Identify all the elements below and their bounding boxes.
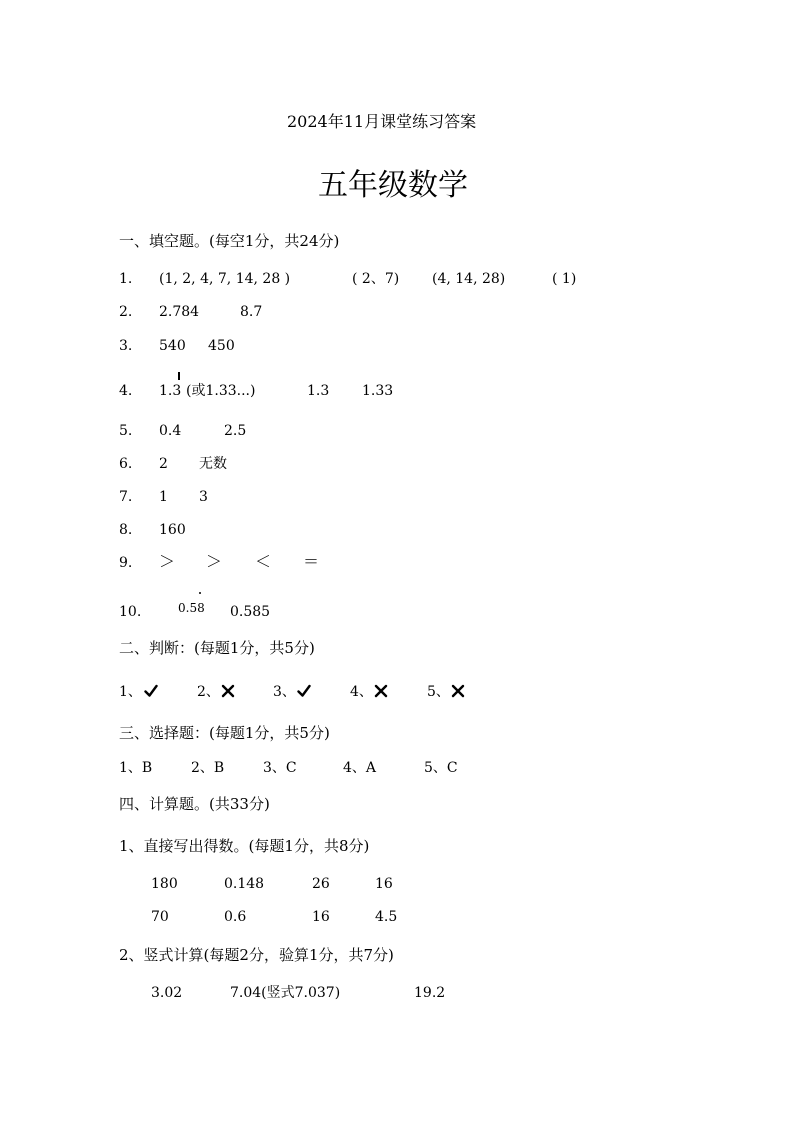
calc-1-r1c4: 16 bbox=[375, 876, 393, 892]
section-2-heading: 二、判断：(每题1分，共5分) bbox=[119, 639, 315, 657]
item-2-number: 2. bbox=[119, 304, 133, 320]
choice-3: 3、C bbox=[263, 760, 297, 776]
item-4-answer-a-note: (或1.33...) bbox=[186, 383, 256, 399]
item-8-number: 8. bbox=[119, 522, 133, 538]
calc-1-r1c2: 0.148 bbox=[224, 876, 265, 892]
check-icon bbox=[297, 684, 311, 698]
judge-2-label: 2、 bbox=[197, 684, 220, 700]
calc-2-answer-3: 19.2 bbox=[414, 985, 446, 1001]
item-10-number: 10. bbox=[119, 604, 142, 620]
page-title: 五年级数学 bbox=[318, 168, 468, 203]
cross-icon bbox=[374, 684, 388, 698]
judge-5-label: 5、 bbox=[427, 684, 450, 700]
calc-1-r2c1: 70 bbox=[151, 909, 169, 925]
item-9-answer-a: ＞ bbox=[159, 552, 176, 571]
item-9-answer-c: ＜ bbox=[255, 552, 272, 571]
repeating-mark bbox=[178, 372, 180, 380]
calc-2-answer-2: 7.04(竖式7.037) bbox=[230, 985, 341, 1001]
choice-5: 5、C bbox=[424, 760, 458, 776]
item-1-answer-c: (4, 14, 28) bbox=[432, 271, 506, 287]
choice-1: 1、B bbox=[119, 760, 153, 776]
item-9-answer-b: ＞ bbox=[206, 552, 223, 571]
item-6-answer-b: 无数 bbox=[199, 456, 227, 472]
item-3-number: 3. bbox=[119, 338, 133, 354]
repeating-dot bbox=[199, 592, 201, 594]
choice-2: 2、B bbox=[191, 760, 225, 776]
item-4-answer-b: 1.3 bbox=[307, 383, 330, 399]
item-9-answer-d: ＝ bbox=[303, 552, 320, 571]
item-2-answer-a: 2.784 bbox=[159, 304, 200, 320]
calc-1-r2c3: 16 bbox=[312, 909, 330, 925]
item-10-answer-b: 0.585 bbox=[230, 604, 271, 620]
item-5-number: 5. bbox=[119, 423, 133, 439]
item-10-answer-a: 0.58 bbox=[178, 601, 205, 615]
item-1-answer-d: ( 1) bbox=[552, 271, 577, 287]
item-9-number: 9. bbox=[119, 555, 133, 571]
item-5-answer-b: 2.5 bbox=[224, 423, 247, 439]
cross-icon bbox=[451, 684, 465, 698]
item-2-answer-b: 8.7 bbox=[240, 304, 263, 320]
item-1-number: 1. bbox=[119, 271, 133, 287]
item-5-answer-a: 0.4 bbox=[159, 423, 182, 439]
judge-4-label: 4、 bbox=[350, 684, 373, 700]
calc-1-r1c3: 26 bbox=[312, 876, 330, 892]
item-7-answer-a: 1 bbox=[159, 489, 168, 505]
item-3-answer-a: 540 bbox=[159, 338, 186, 354]
item-6-number: 6. bbox=[119, 456, 133, 472]
item-4-number: 4. bbox=[119, 383, 133, 399]
judge-1-label: 1、 bbox=[119, 684, 142, 700]
calc-1-r2c2: 0.6 bbox=[224, 909, 247, 925]
item-7-number: 7. bbox=[119, 489, 133, 505]
cross-icon bbox=[221, 684, 235, 698]
section-1-heading: 一、填空题。(每空1分，共24分) bbox=[119, 232, 340, 250]
item-7-answer-b: 3 bbox=[199, 489, 208, 505]
item-8-answer: 160 bbox=[159, 522, 186, 538]
calc-2-answer-1: 3.02 bbox=[151, 985, 183, 1001]
calc-1-r2c4: 4.5 bbox=[375, 909, 398, 925]
calc-1-r1c1: 180 bbox=[151, 876, 178, 892]
calc-2-heading: 2、竖式计算(每题2分，验算1分，共7分) bbox=[119, 946, 394, 964]
section-4-heading: 四、计算题。(共33分) bbox=[119, 795, 270, 813]
item-1-answer-b: ( 2、7) bbox=[352, 271, 400, 287]
item-4-answer-a: 1.3 bbox=[159, 383, 182, 399]
check-icon bbox=[144, 684, 158, 698]
item-1-answer-a: (1, 2, 4, 7, 14, 28 ) bbox=[159, 271, 291, 287]
page-subtitle: 2024年11月课堂练习答案 bbox=[287, 112, 477, 131]
item-4-answer-c: 1.33 bbox=[362, 383, 394, 399]
item-3-answer-b: 450 bbox=[208, 338, 235, 354]
section-3-heading: 三、选择题：(每题1分，共5分) bbox=[119, 724, 330, 742]
item-6-answer-a: 2 bbox=[159, 456, 168, 472]
calc-1-heading: 1、直接写出得数。(每题1分，共8分) bbox=[119, 837, 370, 855]
choice-4: 4、A bbox=[343, 760, 377, 776]
judge-3-label: 3、 bbox=[273, 684, 296, 700]
